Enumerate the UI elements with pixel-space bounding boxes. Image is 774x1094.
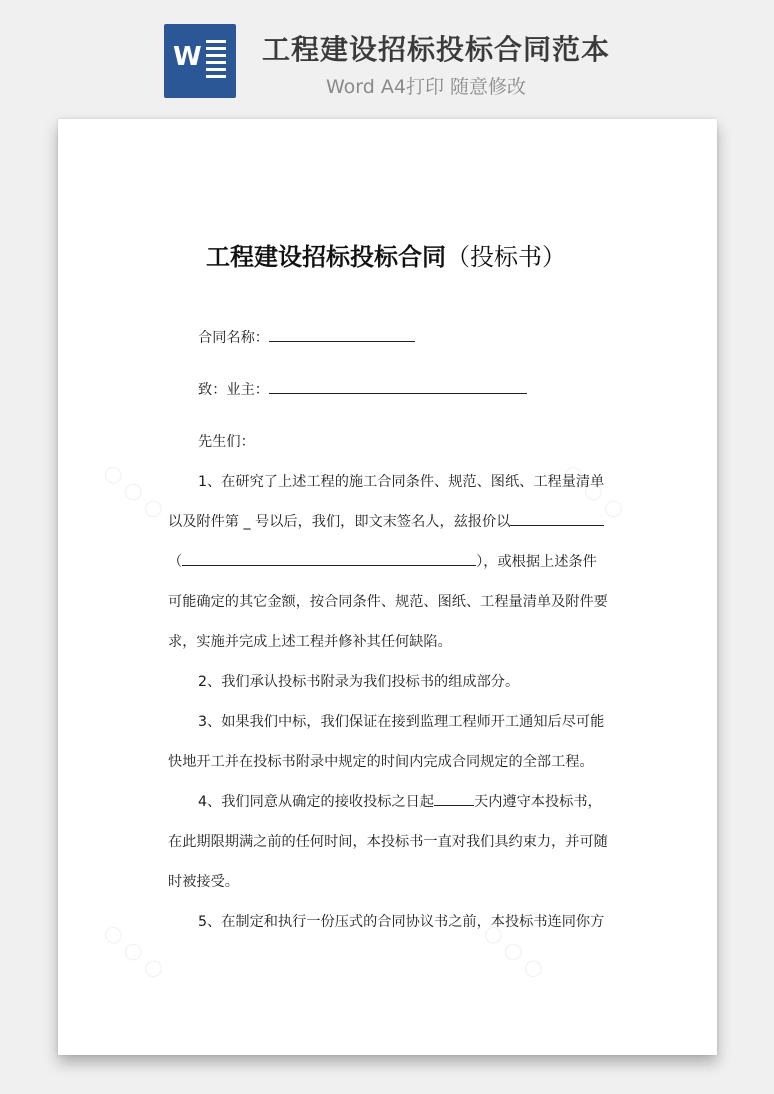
- paragraph-1-line-5: 求，实施并完成上述工程并修补其任何缺陷。: [168, 634, 452, 650]
- paragraph-1-line-2-text: 以及附件第 _ 号以后，我们，即文末签名人，兹报价以: [168, 514, 511, 530]
- paragraph-5-line-1: 5、在制定和执行一份压式的合同协议书之前，本投标书连同你方: [198, 914, 605, 930]
- contract-name-blank[interactable]: [269, 327, 415, 342]
- paragraph-1-line-4: 可能确定的其它金额，按合同条件、规范、图纸、工程量清单及附件要: [168, 594, 608, 610]
- paragraph-2-line-1: 2、我们承认投标书附录为我们投标书的组成部分。: [198, 674, 520, 690]
- watermark: ○ ○ ○: [98, 918, 170, 985]
- document-title-paren: （投标书）: [446, 243, 566, 271]
- paragraph-1-line-1: 1、在研究了上述工程的施工合同条件、规范、图纸、工程量清单: [198, 474, 605, 490]
- days-blank[interactable]: [434, 791, 474, 806]
- page-header: [0, 0, 774, 110]
- paragraph-1-line-3: [168, 551, 608, 571]
- page-subtitle: Word A4打印 随意修改: [326, 76, 527, 98]
- word-icon-lines: [206, 40, 226, 82]
- owner-line: [198, 379, 638, 399]
- word-icon-letter: W: [173, 42, 202, 72]
- document-title-main: 工程建设招标投标合同: [206, 243, 446, 271]
- watermark: ○ ○ ○: [558, 458, 630, 525]
- watermark: ○ ○ ○: [478, 918, 550, 985]
- salutation: 先生们：: [198, 434, 255, 450]
- document-page: [58, 119, 717, 1055]
- paragraph-3-line-2: 快地开工并在投标书附录中规定的时间内完成合同规定的全部工程。: [168, 754, 594, 770]
- word-document-icon: [164, 24, 236, 98]
- paragraph-4-line-2: 在此期限期满之前的任何时间，本投标书一直对我们具约束力，并可随: [168, 834, 608, 850]
- bid-price-words-blank[interactable]: [182, 551, 476, 566]
- paragraph-4-line-1-text-b: 天内遵守本投标书，: [474, 794, 602, 810]
- paren-open: （: [168, 554, 183, 570]
- document-title: [206, 237, 566, 272]
- watermark: ○ ○ ○: [98, 458, 170, 525]
- paragraph-4-line-3: 时被接受。: [168, 874, 239, 890]
- paragraph-1-line-2: [168, 511, 608, 531]
- paragraph-4-line-1: [198, 791, 638, 811]
- owner-label: 致：业主：: [198, 382, 269, 398]
- paragraph-3-line-1: 3、如果我们中标，我们保证在接到监理工程师开工通知后尽可能: [198, 714, 605, 730]
- paragraph-1-line-3-text: ），或根据上述条件: [476, 554, 597, 570]
- paragraph-4-line-1-text-a: 4、我们同意从确定的接收投标之日起: [198, 794, 435, 810]
- page-title: 工程建设招标投标合同范本: [262, 33, 611, 66]
- owner-blank[interactable]: [269, 379, 527, 394]
- contract-name-label: 合同名称：: [198, 330, 269, 346]
- contract-name-line: [198, 327, 638, 347]
- bid-price-blank[interactable]: [510, 511, 604, 526]
